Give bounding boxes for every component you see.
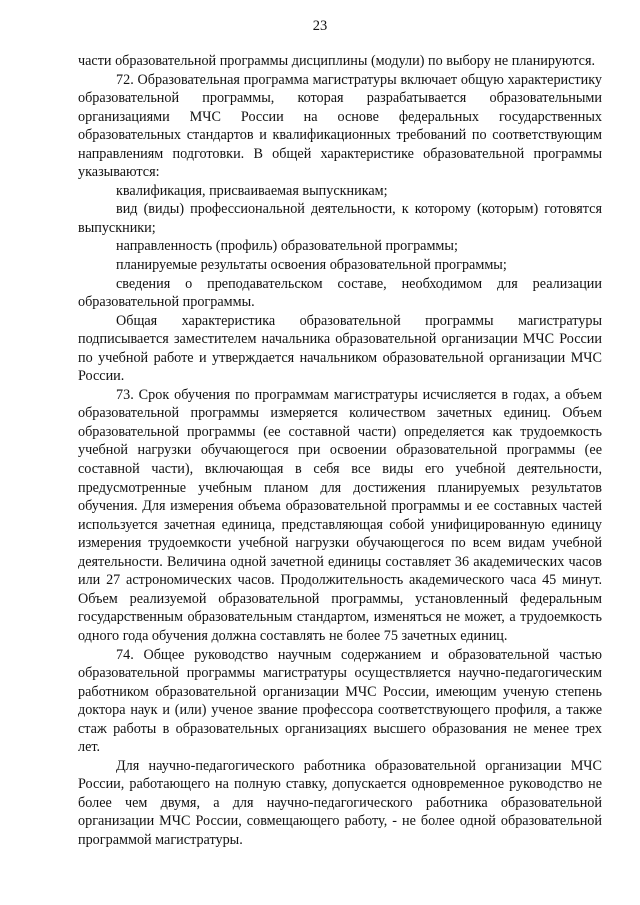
list-item-teaching-staff: сведения о преподавательском составе, необходимом для реализации образовательной программы. [78,275,602,311]
paragraph-74: 74. Общее руководство научным содержанием и образовательной частью образовательной программы магистратуры осуществляется научно-педагогическим работником образовательной организации МЧС России, имеющим ученую степень доктора наук и (или) ученое звание профессора соответствующего профиля, а также стаж работы в образовательных организациях высшего образования не менее трех лет. [78,646,602,756]
paragraph-supervision-limit: Для научно-педагогического работника образовательной организации МЧС России, работающего на полную ставку, допускается одновременное руководство не более чем двумя, а для научно-педагогического работника образовательной организации МЧС России, совмещающего работу, - не более одной образовательной программой магистратуры. [78,757,602,848]
page-number: 23 [312,18,328,34]
document-body [78,52,602,850]
list-item-profile: направленность (профиль) образовательной программы; [116,238,458,255]
paragraph-73: 73. Срок обучения по программам магистратуры исчисляется в годах, а объем образовательной программы измеряется количеством зачетных единиц. Объем образовательной программы (ее составной части) определяется как трудоемкость учебной нагрузки обучающегося при освоении образовательной программы (ее составной части), включающая в себя все виды его учебной деятельности, предусмотренные учебным планом для достижения планируемых результатов обучения. Для измерения объема образовательной программы и ее составных частей используется зачетная единица, представляющая собой унифицированную единицу измерения трудоемкости учебной нагрузки обучающегося по всем видам учебной деятельности. Величина одной зачетной единицы составляет 36 академических часов или 27 астрономических часов. Продолжительность академического часа 45 минут. Объем реализуемой образовательной программы, установленный федеральным государственным образовательным стандартом, изменяться не может, а трудоемкость одного года обучения должна составлять не более 75 зачетных единиц. [78,386,602,644]
paragraph-continuation: части образовательной программы дисциплины (модули) по выбору не планируются. [78,53,596,69]
list-item-planned-results: планируемые результаты освоения образовательной программы; [116,257,507,274]
paragraph-general-characteristic: Общая характеристика образовательной программы магистратуры подписывается заместителем начальника образовательной организации МЧС России по учебной работе и утверждается начальником образовательной организации МЧС России. [78,312,602,385]
list-item-qualification: квалификация, присваиваемая выпускникам; [116,182,388,199]
paragraph-72: 72. Образовательная программа магистратуры включает общую характеристику образовательной программы, которая разрабатывается образовательными организациями МЧС России на основе федеральных государственных образовательных стандартов и квалификационных требований по соответствующим направлениям подготовки. В общей характеристике образовательной программы указываются: [78,71,602,181]
list-item-activity-types: вид (виды) профессиональной деятельности, к которому (которым) готовятся выпускники; [78,201,602,236]
